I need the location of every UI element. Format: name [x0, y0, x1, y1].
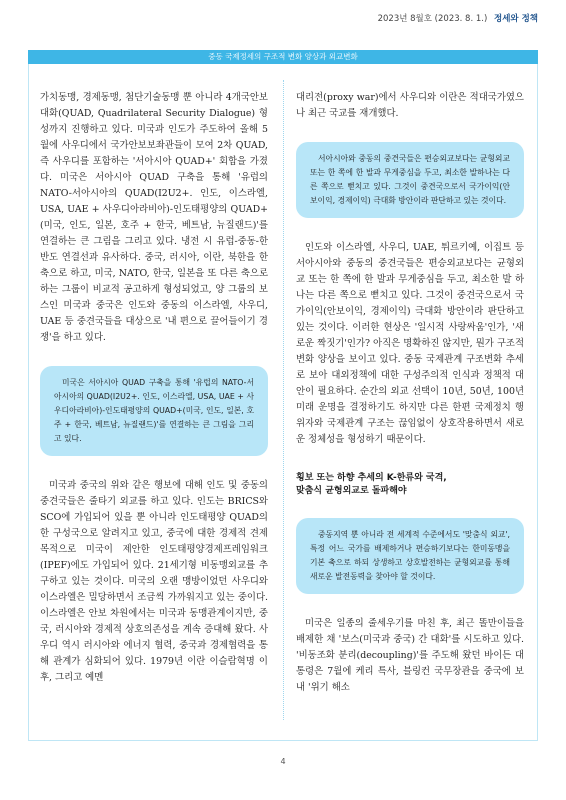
article-title-banner: 중동 국제정세의 구조적 변화 양상과 외교변화 — [28, 50, 538, 64]
body-paragraph: 미국과 중국의 위와 같은 행보에 대해 인도 및 중동의 중견국들은 줄타기 외교를 하고 있다. 인도는 BRICS와 SCO에 가입되어 있을 뿐 아니라 인도태평양 QUAD의 한 구성국으로 알려지고 있고, 중국에 대한 경제적 견제 목적으로 미국이 제안한 인도태평양경제프레임워크(IPEF)에도 가입되어 있다. 21세기형 비동맹외교를 추구하고 있는 것이다. 미국의 오랜 맹방이었던 사우디와 이스라엘은 밀당하면서 조금씩 가까워지고 있는 중이다. 이스라엘은 안보 차원에서는 미국과 동맹관계이지만, 중국, 러시아와 경제적 상호의존성을 계속 증대해 왔다. 사우디 역시 러시아와 에너지 협력, 중국과 경제협력을 통해 관계가 심화되어 있다. 1979년 이란 이슬람혁명 이후, 그리고 예멘 — [40, 480, 268, 683]
body-paragraph: 미국은 일종의 줄세우기를 마친 후, 최근 똘만이들을 배제한 채 '보스(미국과 중국) 간 대화'를 시도하고 있다. '비동조화 분리(decoupling)'를 주도해 왔던 바이든 대통령은 7월에 케리 특사, 블링컨 국무장관을 중국에 보내 '위기 해소 — [296, 618, 524, 693]
highlight-callout: 서아시아와 중동의 중견국들은 편승외교보다는 균형외교 또는 한 쪽에 한 발과 무게중심을 두고, 최소한 발하나는 다른 쪽으로 뻗치고 있다. 그것이 중견국으로서 국가이익(안보이익, 경제이익) 극대화 방안이라 판단하고 있는 것이다. — [296, 142, 524, 218]
left-column — [40, 90, 268, 686]
section-title: 정세와 정책 — [493, 14, 538, 24]
section-heading-line: 횡보 또는 하향 추세의 K-한류와 국격, — [296, 473, 447, 483]
body-paragraph: 가치동맹, 경제동맹, 첨단기술동맹 뿐 아니라 4개국안보대화(QUAD, Quadrilateral Security Dialogue) 형성까지 진행하고 있다. 미국과 인도가 주도하여 올해 5월에 사우디에서 국가안보보좌관들이 모여 2차 QUAD, 즉 사우디를 포함하는 '서아시아 QUAD+' 회합을 가졌다. 미국은 서아시아 QUAD 구축을 통해 '유럽의 NATO-서아시아의 QUAD(I2U2+. 인도, 이스라엘, USA, UAE + 사우디아라비아)-인도태평양의 QUAD+(미국, 인도, 일본, 호주 + 한국, 베트남, 뉴질랜드)'를 연결하는 큰 그림을 그리고 있다. 냉전 시 유럽-중동-한반도 연결선과 유사하다. 중국, 러시아, 이란, 북한을 한 축으로 하고, 미국, NATO, 한국, 일본을 또 다른 축으로 하는 그룹이 비교적 공고하게 형성되었고, 양 그룹의 보스인 미국과 중국은 인도와 중동의 이스라엘, 사우디, UAE 등 중견국들을 대상으로 '내 편으로 끌어들이기 경쟁'을 하고 있다. — [40, 92, 268, 343]
page-number: 4 — [280, 757, 286, 766]
highlight-callout: 미국은 서아시아 QUAD 구축을 통해 '유럽의 NATO-서아시아의 QUAD(I2U2+. 인도, 이스라엘, USA, UAE + 사우디아라비아)-인도태평양의 QUAD+(미국, 인도, 일본, 호주 + 한국, 베트남, 뉴질랜드)'를 연결하는 큰 그림을 그리고 있다. — [40, 366, 268, 456]
right-column — [296, 90, 524, 696]
body-paragraph: 대리전(proxy war)에서 사우디와 이란은 적대국가였으나 최근 국교를 재개했다. — [296, 92, 524, 119]
section-heading-line: 맞춤식 균형외교로 돌파해야 — [296, 486, 407, 496]
section-heading — [296, 472, 524, 498]
issue-header — [378, 12, 538, 24]
highlight-callout: 중동지역 뿐 아니라 전 세계적 수준에서도 '맞춤식 외교', 특정 어느 국가를 배제하거나 편승하기보다는 한미동맹을 기본 축으로 하되 상생하고 상호발전하는 균형외교를 통해 새로운 발전동력을 찾아야 할 것이다. — [296, 518, 524, 594]
issue-date: 2023년 8월호 (2023. 8. 1.) — [377, 14, 488, 24]
body-paragraph: 인도와 이스라엘, 사우디, UAE, 튀르키예, 이집트 등 서아시아와 중동의 중견국들은 편승외교보다는 균형외교 또는 한 쪽에 한 발과 무게중심을 두고, 최소한 발 하나는 다른 쪽으로 뻗치고 있다. 그것이 중견국으로서 국가이익(안보이익, 경제이익) 극대화 방안이라 판단하고 있는 것이다. 이러한 현상은 '일시적 사랑싸움'인가, '새로운 짝짓기'인가? 아직은 명확하진 않지만, 뭔가 구조적 변화 양상을 보이고 있다. 중동 국제관계 구조변화 추세로 보아 대외정책에 대한 구성주의적 인식과 정책적 대안이 필요하다. 순간의 외교 선택이 10년, 50년, 100년 미래 운명을 결정하기도 하지만 다른 한편 국제정치 행위자와 국제관계 구조는 끊임없이 상호작용하면서 새로운 정체성을 형성하기 때문이다. — [296, 242, 524, 445]
column-divider — [283, 80, 284, 720]
